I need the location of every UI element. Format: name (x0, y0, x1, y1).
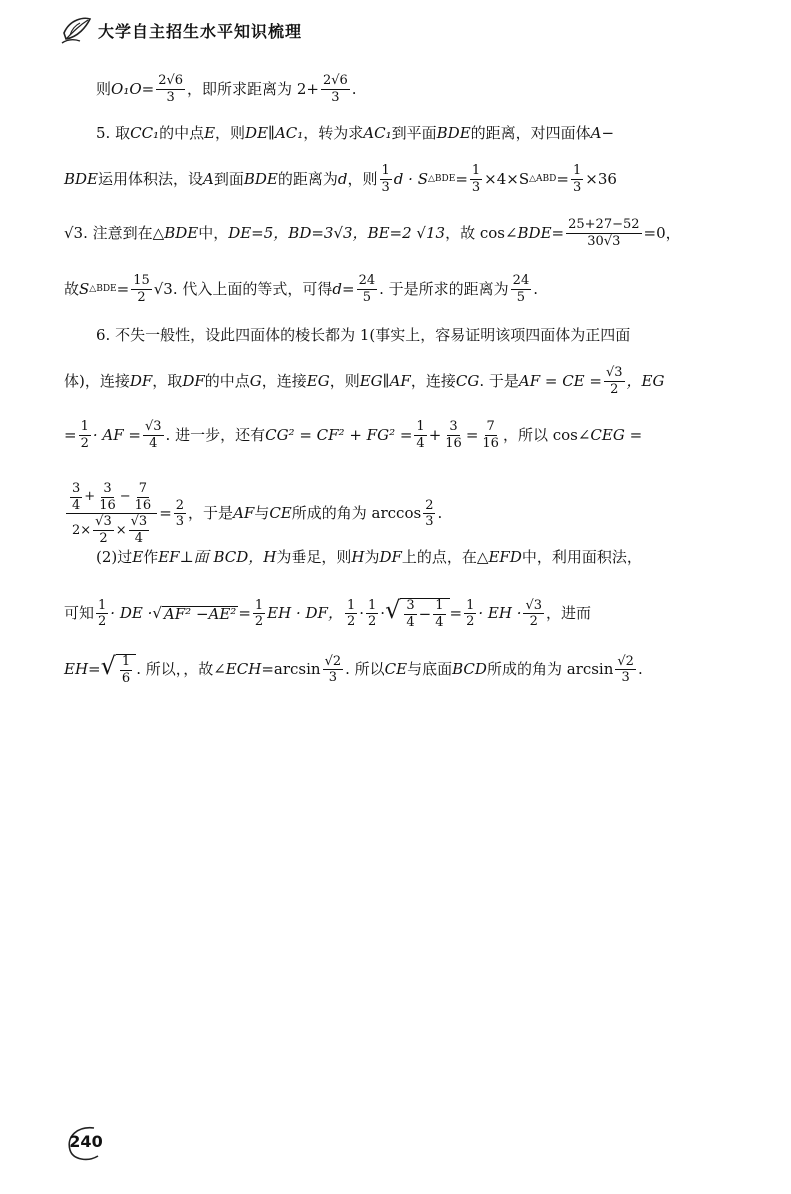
line-1: 则 O₁O= $\frac{2√6}{3}$ ，即所求距离为 2+ $\frac{2√6}{3}$ . (96, 73, 357, 105)
book-title: 大学自主招生水平知识梳理 (98, 21, 303, 41)
line-7: 体)，连接 DF ，取 DF 的中点 G ，连接 EG ，则 EG∥AF ，连接 CG . 于是 AF = CE = $\frac{√3}{2}$ ，EG (64, 365, 665, 397)
leaf-logo-icon (60, 13, 94, 47)
line-11: 可知 $\frac{1}{2}$ · DE · √ AF² −AE² = $\frac{1}{2}$ EH · DF， $\frac{1}{2}$ · $\frac{1}{2}$ · √ $\frac{3}{4}$ − $\frac{1}{4}$ = $\frac{1}{2}$ · EH · $\frac{√3}{2}$ ，进而 (64, 596, 592, 630)
line-8: = $\frac{1}{2}$ · AF = $\frac{√3}{4}$ . 进一步，还有 CG² = CF² + FG² = $\frac{1}{4}$ + $\frac{3}{16}$ = $\frac{7}{16}$ ，所以 cos∠ CEG = (64, 419, 643, 451)
line-5: 故 S △BDE = $\frac{15}{2}$ √3 . 代入上面的等式，可得 d= $\frac{24}{5}$ . 于是所求的距离为 $\frac{24}{5}$ . (64, 273, 538, 305)
line-6: 6. 不失一般性，设此四面体的棱长都为 1(事实上，容易证明该项四面体为正四面 (96, 326, 631, 344)
line-4: √3 . 注意到在△ BDE 中， DE=5， BD=3√3， BE=2 √13 ，故 cos∠ BDE= $\frac{25+27-52}{30√3}$ =0， (64, 217, 681, 249)
line-12: EH= √ $\frac{1}{6}$ . 所以，，故∠ ECH =arcsin $\frac{√2}{3}$ . 所以 CE 与底面 BCD 所成的角为 arcsin $\frac{√2}{3}$ . (64, 652, 643, 686)
page-number: 240 (64, 1124, 108, 1164)
line-9: $\frac{3}{4}$ + $\frac{3}{16}$ − $\frac{7}{16}$ 2 × $\frac{√3}{2}$ × $\frac{√3}{4}$ = $\frac{2}{3}$ ，于是 AF 与 CE 所成的角为 arccos $\frac{2}{3}$ . (64, 482, 442, 546)
line-3: BDE 运用体积法，设 A 到面 BDE 的距离为 d ，则 $\frac{1}{3}$ d · S △BDE = $\frac{1}{3}$ ×4×S △ABD = $\frac{1}{3}$ ×36 (64, 163, 617, 195)
line-10: (2)过 E 作 EF⊥面 BCD， H 为垂足，则 H 为 DF 上的点，在△ EFD 中，利用面积法， (96, 548, 642, 566)
line-2: 5. 取 CC₁ 的中点 E ，则 DE∥AC₁ ，转为求 AC₁ 到平面 BDE 的距离，对四面体 A− (96, 124, 615, 142)
page-header (60, 10, 302, 50)
